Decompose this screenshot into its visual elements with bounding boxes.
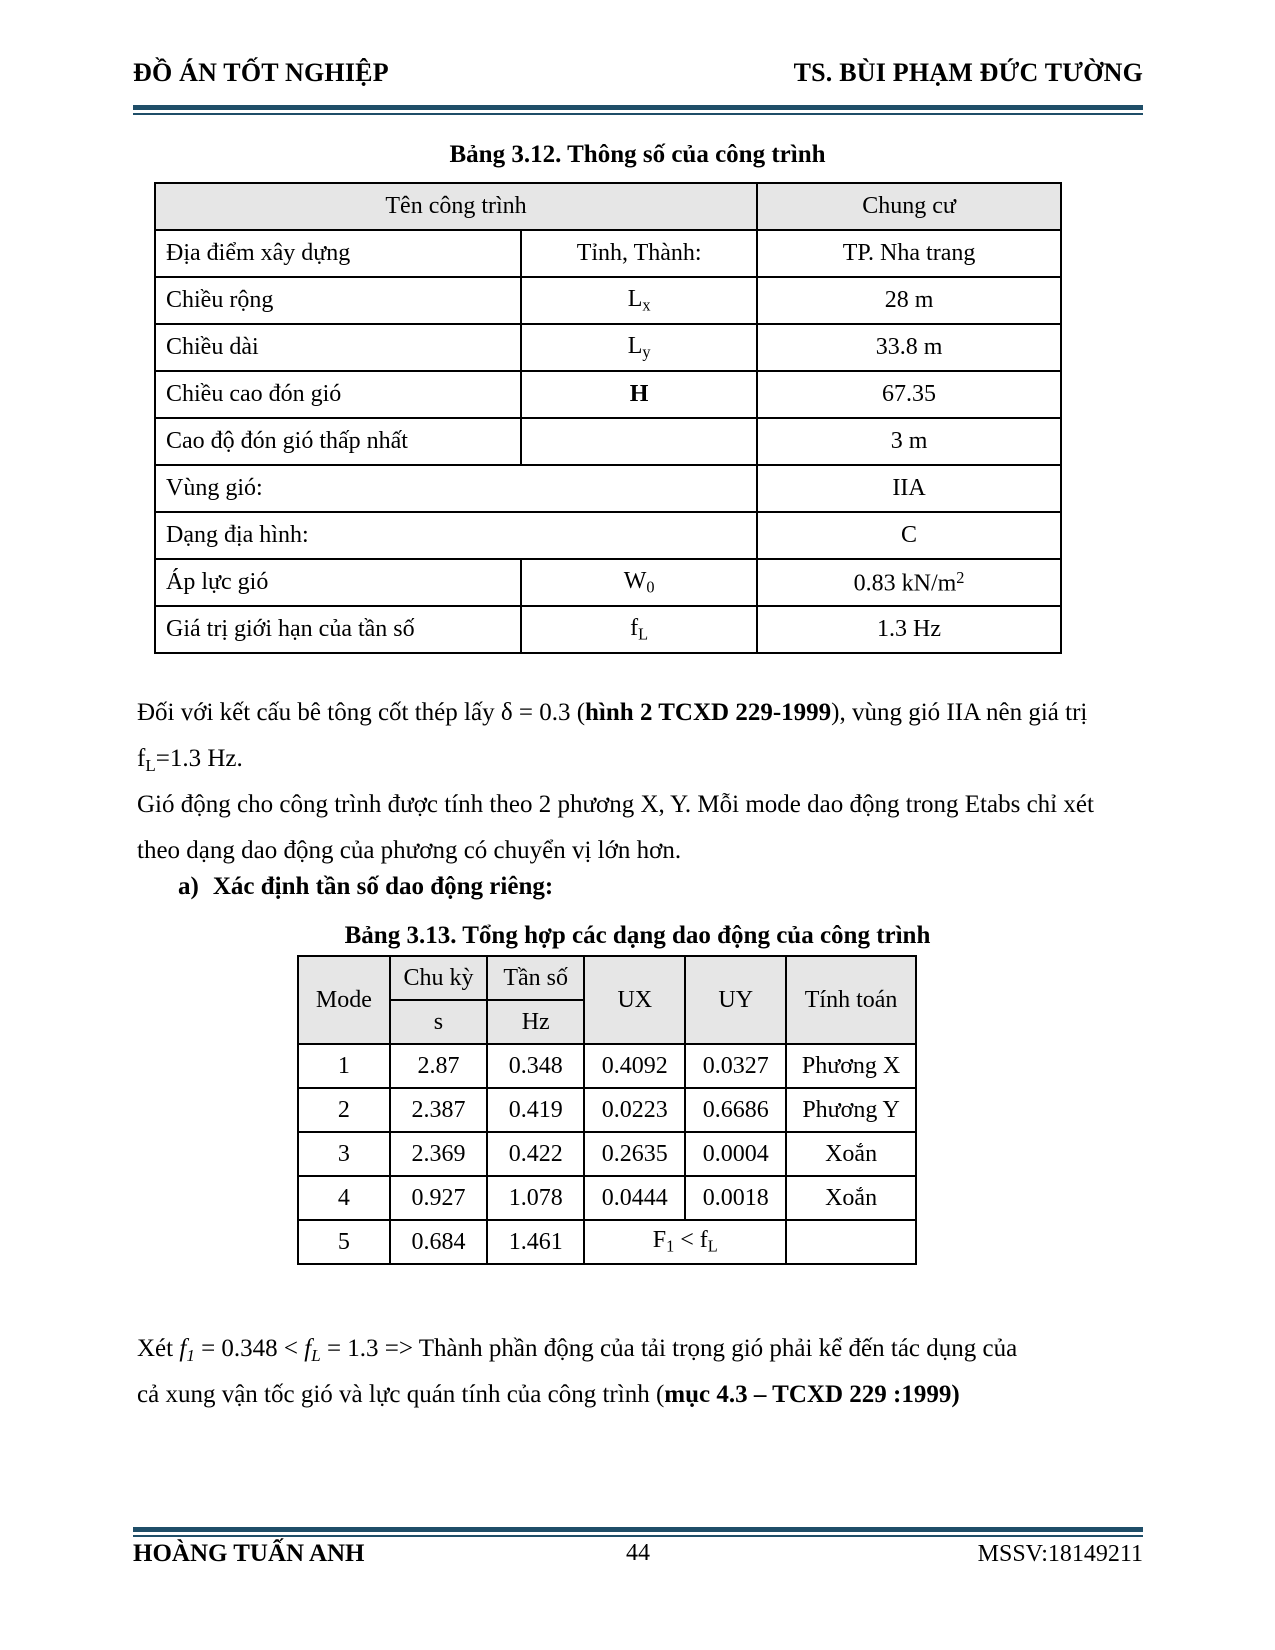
cell-label-merged: Dạng địa hình:: [155, 512, 757, 559]
table-row: [298, 1220, 916, 1264]
running-header: [133, 58, 1143, 88]
cell-value: TP. Nha trang: [757, 230, 1061, 277]
table-row-header-top: [298, 956, 916, 1000]
cell-period: 0.684: [390, 1220, 487, 1264]
cell-symbol: [521, 418, 757, 465]
cell-result: Phương X: [786, 1044, 916, 1088]
cell-symbol: H: [521, 371, 757, 418]
table-312-caption: Bảng 3.12. Thông số của công trình: [449, 141, 826, 168]
table-row: [155, 465, 1061, 512]
header-tan-so-unit: Hz: [487, 1000, 584, 1044]
table-row: [155, 230, 1061, 277]
table-row: [155, 606, 1061, 653]
cell-label: Áp lực gió: [155, 559, 521, 606]
table-row: [155, 371, 1061, 418]
cell-period: 2.369: [390, 1132, 487, 1176]
cell-frequency: 0.422: [487, 1132, 584, 1176]
para1-text-c: =1.3 Hz.: [155, 745, 243, 772]
para3-f1: f: [179, 1335, 187, 1362]
cell-value: 1.3 Hz: [757, 606, 1061, 653]
list-item-label: Xác định tần số dao động riêng:: [212, 873, 554, 900]
header-title-right: TS. BÙI PHẠM ĐỨC TƯỜNG: [793, 58, 1143, 87]
paragraph-frequency-check: [137, 1326, 1097, 1379]
cell-mode: 2: [298, 1088, 390, 1132]
footer-student-id: MSSV:18149211: [977, 1541, 1143, 1567]
para4-text-b: ): [951, 1381, 960, 1408]
cell-ux: 0.0223: [584, 1088, 685, 1132]
cell-symbol: $L_x$: [521, 277, 757, 324]
cell-frequency: 1.461: [487, 1220, 584, 1264]
cell-label: Cao độ đón gió thấp nhất: [155, 418, 521, 465]
cell-result: Xoắn: [786, 1176, 916, 1220]
cell-mode: 5: [298, 1220, 390, 1264]
table-row: [155, 277, 1061, 324]
cell-value: 33.8 m: [757, 324, 1061, 371]
cell-result: Xoắn: [786, 1132, 916, 1176]
paragraph-wind-directions: Gió động cho công trình được tính theo 2 phương X, Y. Mỗi mode dao động trong Etabs chỉ xét theo dạng dao động của phương có chuyển vị lớn hơn.: [137, 791, 1094, 864]
header-chu-ky: Chu kỳ: [390, 956, 487, 1000]
list-item-a: [178, 873, 553, 901]
table-row: [298, 1044, 916, 1088]
cell-mode: 1: [298, 1044, 390, 1088]
paragraph-standard-reference: [137, 1372, 1097, 1418]
cell-symbol: Tỉnh, Thành:: [521, 230, 757, 277]
para1-ref-bold: hình 2 TCXD 229-1999: [585, 699, 832, 726]
cell-ux: 0.0444: [584, 1176, 685, 1220]
cell-period: 0.927: [390, 1176, 487, 1220]
para4-ref-bold: mục 4.3 – TCXD 229 :1999: [664, 1381, 952, 1408]
paragraph-damping: [137, 690, 1097, 789]
cell-symbol: $W_0$: [521, 559, 757, 606]
cell-value: IIA: [757, 465, 1061, 512]
para1-text-b: ), vùng gió IIA nên giá trị f: [137, 699, 1088, 772]
table-row: [298, 1088, 916, 1132]
table-mode-shapes: [297, 955, 917, 1265]
cell-period: 2.87: [390, 1044, 487, 1088]
cell-label-merged: Vùng gió:: [155, 465, 757, 512]
header-title-left: ĐỒ ÁN TỐT NGHIỆP: [133, 58, 389, 87]
cell-symbol: $f_L$: [521, 606, 757, 653]
table-row-header: [155, 183, 1061, 230]
cell-frequency: 0.419: [487, 1088, 584, 1132]
header-tinh-toan: Tính toán: [786, 956, 916, 1044]
footer-rule-thin: [133, 1535, 1143, 1537]
running-footer: [133, 1540, 1143, 1568]
footer-author: HOÀNG TUẤN ANH: [133, 1540, 365, 1567]
cell-period: 2.387: [390, 1088, 487, 1132]
cell-symbol: $L_y$: [521, 324, 757, 371]
header-divider-rule: [133, 105, 1143, 115]
header-ux: UX: [584, 956, 685, 1044]
cell-label: Chiều dài: [155, 324, 521, 371]
para4-text-a: cả xung vận tốc gió và lực quán tính của công trình (: [137, 1381, 665, 1408]
table-row: [155, 324, 1061, 371]
cell-label: Chiều cao đón gió: [155, 371, 521, 418]
para3-f1-sub: 1: [186, 1345, 195, 1365]
cell-value: 0.83 $kN/m^2$: [757, 559, 1061, 606]
header-mode: Mode: [298, 956, 390, 1044]
para3-fL-sub: L: [311, 1345, 321, 1365]
cell-ux: 0.2635: [584, 1132, 685, 1176]
table-row: [155, 418, 1061, 465]
cell-ux: 0.4092: [584, 1044, 685, 1088]
cell-frequency: 0.348: [487, 1044, 584, 1088]
para3-fL: f: [304, 1335, 312, 1362]
table-row: [298, 1176, 916, 1220]
para1-sub: L: [145, 755, 156, 775]
page-number: 44: [626, 1540, 650, 1566]
cell-frequency: 1.078: [487, 1176, 584, 1220]
table-row: [155, 559, 1061, 606]
footer-divider-rule: [133, 1527, 1143, 1537]
table-313-caption: Bảng 3.13. Tổng hợp các dạng dao động của công trình: [344, 922, 931, 949]
list-marker: a): [178, 873, 199, 900]
cell-value: C: [757, 512, 1061, 559]
cell-result: [786, 1220, 916, 1264]
cell-label: Giá trị giới hạn của tần số: [155, 606, 521, 653]
cell-uy: 0.6686: [685, 1088, 786, 1132]
cell-name-label: Tên công trình: [155, 183, 757, 230]
cell-label: Địa điểm xây dựng: [155, 230, 521, 277]
table-building-parameters: [154, 182, 1062, 654]
cell-label: Chiều rộng: [155, 277, 521, 324]
cell-mode: 3: [298, 1132, 390, 1176]
header-uy: UY: [685, 956, 786, 1044]
cell-uy: 0.0004: [685, 1132, 786, 1176]
table-row: [155, 512, 1061, 559]
cell-name-value: Chung cư: [757, 183, 1061, 230]
para3-text-c: = 1.3 => Thành phần động của tải trọng gió phải kể đến tác dụng của: [320, 1335, 1018, 1362]
para1-text-a: Đối với kết cấu bê tông cốt thép lấy δ = 0.3 (: [137, 699, 586, 726]
header-chu-ky-unit: s: [390, 1000, 487, 1044]
header-tan-so: Tần số: [487, 956, 584, 1000]
cell-uy: 0.0018: [685, 1176, 786, 1220]
cell-value: 3 m: [757, 418, 1061, 465]
cell-value: 28 m: [757, 277, 1061, 324]
cell-uy: 0.0327: [685, 1044, 786, 1088]
para3-text-b: = 0.348 <: [194, 1335, 305, 1362]
cell-result: Phương Y: [786, 1088, 916, 1132]
cell-value: 67.35: [757, 371, 1061, 418]
para3-text-a: Xét: [137, 1335, 180, 1362]
header-rule-thin: [133, 113, 1143, 115]
cell-mode: 4: [298, 1176, 390, 1220]
table-row: [298, 1132, 916, 1176]
cell-frequency-condition: $F_1 < f_L$: [584, 1220, 786, 1264]
